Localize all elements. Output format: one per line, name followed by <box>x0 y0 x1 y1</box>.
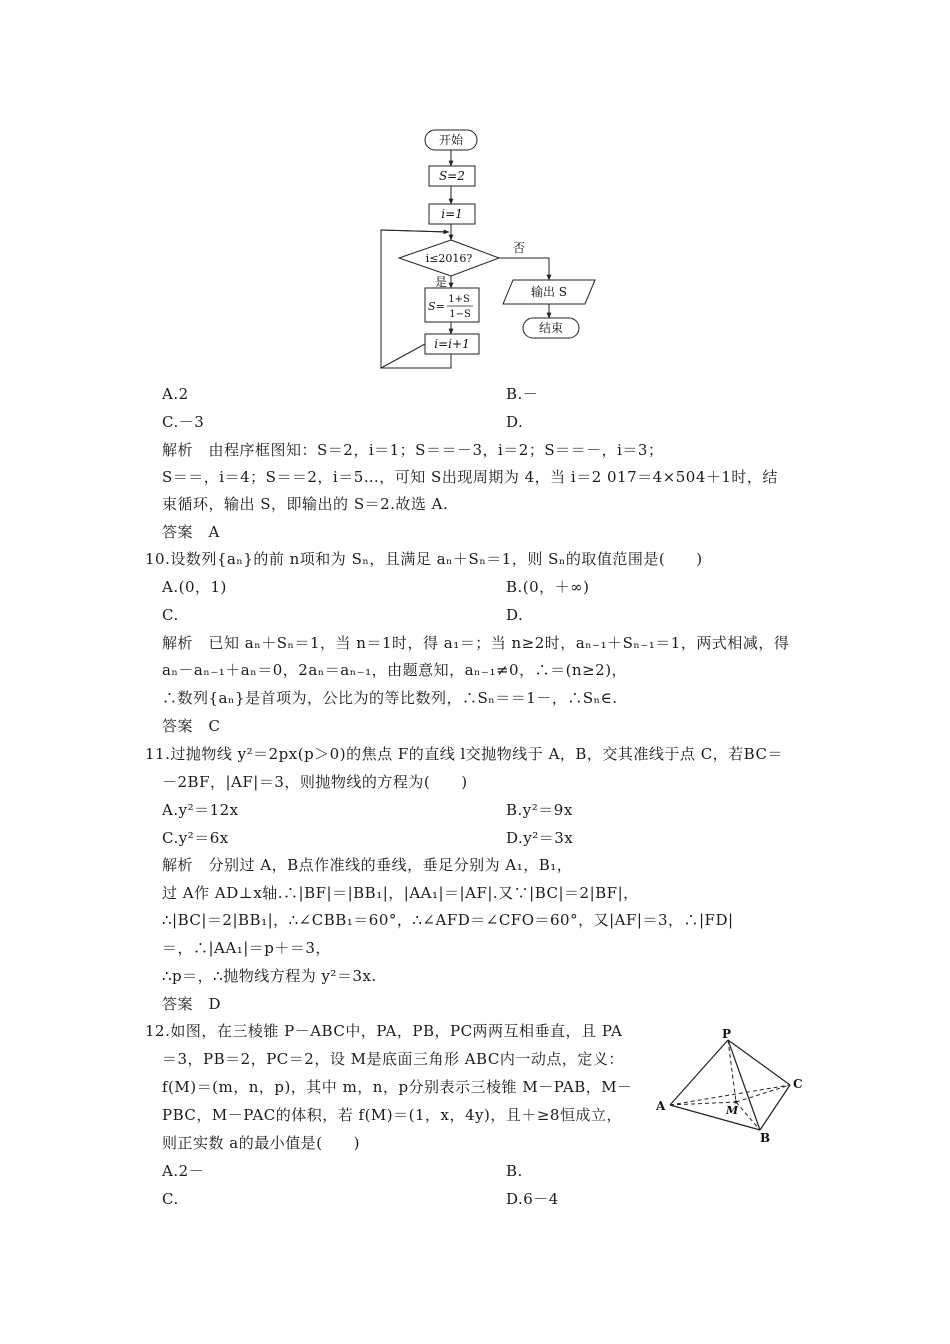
flow-condition: i≤2016? <box>425 252 473 265</box>
flow-init-s: S=2 <box>439 169 465 183</box>
q11-option-a: A.y²＝12x <box>162 801 239 819</box>
q10-option-d: D. <box>506 606 524 624</box>
q12-option-a: A.2－ <box>162 1162 205 1180</box>
q11-answer: 答案 D <box>162 995 222 1013</box>
q11-solution-line: ＝，∴|AA₁|＝p＋＝3， <box>162 939 331 957</box>
q9-solution-line: 束循环，输出 S，即输出的 S＝2.故选 A. <box>162 495 449 513</box>
flow-start-label: 开始 <box>438 133 464 147</box>
q12-stem: f(M)＝(m，n，p)，其中 m，n，p分别表示三棱锥 M－PAB，M－ <box>162 1078 633 1096</box>
vertex-a-label: A <box>656 1099 666 1113</box>
q9-solution-line: S＝＝，i＝4；S＝＝2，i＝5…，可知 S出现周期为 4，当 i＝2 017＝4×504＋1时，结 <box>162 468 778 486</box>
q10-option-b: B.(0，＋∞) <box>506 578 590 596</box>
q12-stem: PBC，M－PAC的体积，若 f(M)＝(1，x，4y)，且＋≥8恒成立， <box>162 1106 622 1124</box>
q12-stem: ＝3，PB＝2，PC＝2，设 M是底面三角形 ABC内一动点，定义： <box>162 1050 624 1068</box>
q12-stem: 则正实数 a的最小值是( ) <box>162 1134 360 1152</box>
q12-option-c: C. <box>162 1190 179 1208</box>
pyramid-figure <box>650 1028 810 1152</box>
flow-no-label: 否 <box>513 241 526 255</box>
q11-stem: 11.过抛物线 y²＝2px(p＞0)的焦点 F的直线 l交抛物线于 A，B，交其准线于点 C，若BC＝ <box>145 745 783 763</box>
q12-option-d: D.6－4 <box>506 1190 559 1208</box>
flow-output: 输出 S <box>530 285 568 299</box>
flow-assign-lhs: S= <box>428 300 445 313</box>
q10-solution-line: aₙ－aₙ₋₁＋aₙ＝0，2aₙ＝aₙ₋₁，由题意知，aₙ₋₁≠0，∴＝(n≥2)， <box>162 661 628 679</box>
q9-answer: 答案 A <box>162 523 220 541</box>
q10-stem: 10.设数列{aₙ}的前 n项和为 Sₙ，且满足 aₙ＋Sₙ＝1，则 Sₙ的取值范围是( ) <box>145 550 703 568</box>
q10-answer: 答案 C <box>162 717 221 735</box>
q11-solution-line: 解析 分别过 A，B点作准线的垂线，垂足分别为 A₁，B₁， <box>162 856 573 874</box>
flow-assign-den: 1−S <box>449 309 471 320</box>
q11-solution-line: 过 A作 AD⊥x轴.∴|BF|＝|BB₁|，|AA₁|＝|AF|.又∵|BC|＝2|BF|， <box>162 884 639 902</box>
q11-solution-line: ∴p＝，∴抛物线方程为 y²＝3x. <box>162 967 377 985</box>
q9-option-b: B.－ <box>506 385 539 403</box>
q11-option-b: B.y²＝9x <box>506 801 573 819</box>
q11-option-d: D.y²＝3x <box>506 829 574 847</box>
q9-solution-line: 解析 由程序框图知：S＝2，i＝1；S＝＝－3，i＝2；S＝＝－，i＝3； <box>162 441 664 459</box>
flow-increment: i=i+1 <box>434 337 470 351</box>
q10-option-c: C. <box>162 606 179 624</box>
q10-solution-line: ∴数列{aₙ}是首项为，公比为的等比数列，∴Sₙ＝＝1－，∴Sₙ∈. <box>162 689 618 707</box>
q12-stem: 12.如图，在三棱锥 P－ABC中，PA，PB，PC两两互相垂直，且 PA <box>145 1022 623 1040</box>
point-m-label: M <box>726 1104 739 1117</box>
vertex-c-label: C <box>793 1077 803 1091</box>
q9-option-d: D. <box>506 413 524 431</box>
vertex-b-label: B <box>760 1131 771 1145</box>
q11-stem: －2BF，|AF|＝3，则抛物线的方程为( ) <box>162 773 468 791</box>
q11-solution-line: ∴|BC|＝2|BB₁|，∴∠CBB₁＝60°，∴∠AFD＝∠CFO＝60°，又|AF|＝3，∴|FD| <box>162 911 734 929</box>
q9-option-c: C.－3 <box>162 413 205 431</box>
flowchart <box>375 128 615 382</box>
flow-init-i: i=1 <box>441 207 463 221</box>
flow-end-label: 结束 <box>538 321 564 335</box>
flow-assign-num: 1+S <box>448 294 470 305</box>
flow-yes-label: 是 <box>435 275 448 289</box>
q9-option-a: A.2 <box>162 385 189 403</box>
q10-solution-line: 解析 已知 aₙ＋Sₙ＝1，当 n＝1时，得 a₁＝；当 n≥2时，aₙ₋₁＋Sₙ₋₁＝1，两式相减，得 <box>162 634 790 652</box>
vertex-p-label: P <box>722 1028 732 1041</box>
q10-option-a: A.(0，1) <box>162 578 227 596</box>
q12-option-b: B. <box>506 1162 523 1180</box>
q11-option-c: C.y²＝6x <box>162 829 229 847</box>
